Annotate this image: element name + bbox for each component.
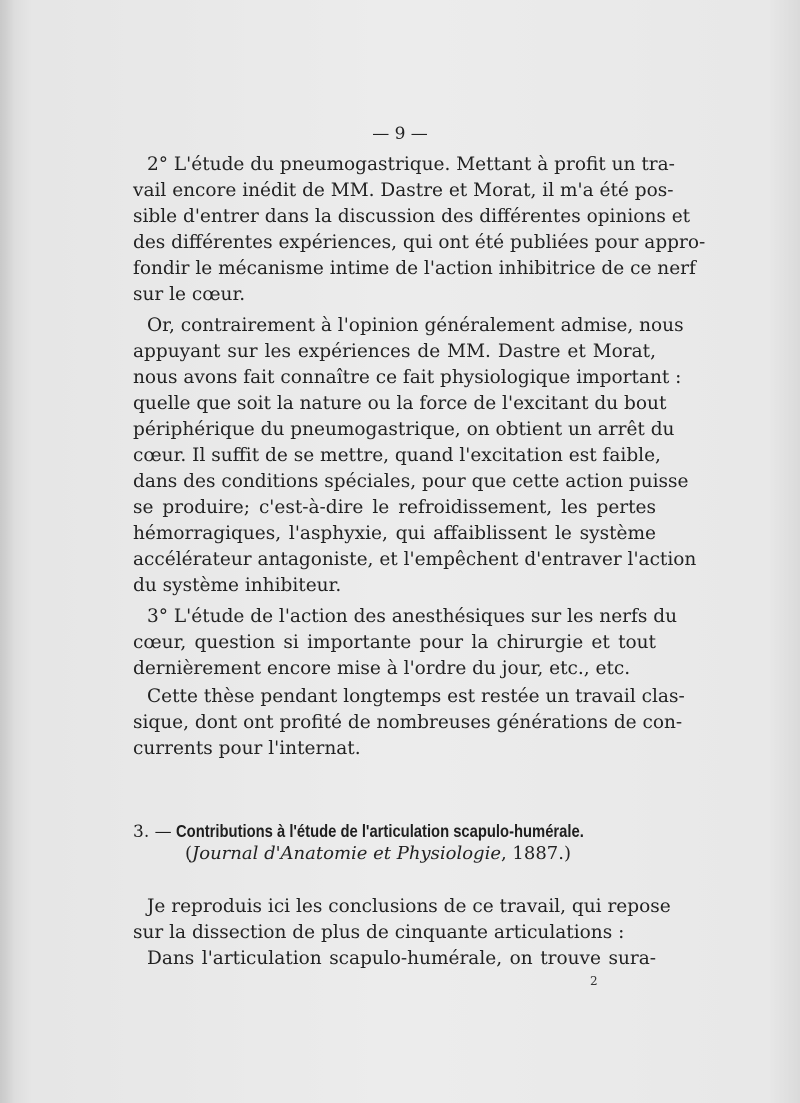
text-line: périphérique du pneumogastrique, on obtient un arrêt du: [133, 419, 675, 440]
page-edge-shadow: [0, 0, 14, 1103]
text-line: quelle que soit la nature ou la force de l'excitant du bout: [133, 393, 667, 414]
text-line: Dans l'articulation scapulo-humérale, on trouve sura-: [147, 948, 656, 969]
text-line: Je reproduis ici les conclusions de ce travail, qui repose: [147, 896, 671, 917]
section-title: Contributions à l'étude de l'articulation scapulo-humérale.: [176, 821, 584, 841]
page-number: — 9 —: [372, 124, 428, 144]
text-line: sur le cœur.: [133, 284, 246, 305]
text-line: fondir le mécanisme intime de l'action inhibitrice de ce nerf: [133, 258, 696, 279]
ref-rest: , 1887.): [500, 843, 571, 864]
text-line: sur la dissection de plus de cinquante articulations :: [133, 922, 625, 943]
text-line: Cette thèse pendant longtemps est restée un travail clas-: [147, 686, 685, 707]
text-line: cœur, question si importante pour la chirurgie et tout: [133, 632, 656, 653]
text-line: 3° L'étude de l'action des anesthésiques sur les nerfs du: [147, 606, 677, 627]
journal-reference: [185, 841, 571, 867]
text-line: nous avons fait connaître ce fait physiologique important :: [133, 367, 682, 388]
text-line: sique, dont ont profité de nombreuses générations de con-: [133, 712, 683, 733]
text-line: accélérateur antagoniste, et l'empêchent d'entraver l'action: [133, 549, 697, 570]
text-line: se produire; c'est-à-dire le refroidissement, les pertes: [133, 497, 656, 518]
text-line: sible d'entrer dans la discussion des différentes opinions et: [133, 206, 691, 227]
text-line: currents pour l'internat.: [133, 738, 361, 759]
text-line: dernièrement encore mise à l'ordre du jour, etc., etc.: [133, 658, 631, 679]
text-line: Or, contrairement à l'opinion généralement admise, nous: [147, 315, 684, 336]
text-line: 2° L'étude du pneumogastrique. Mettant à profit un tra-: [147, 154, 675, 175]
text-line: hémorragiques, l'asphyxie, qui affaiblissent le système: [133, 523, 656, 544]
text-line: dans des conditions spéciales, pour que cette action puisse: [133, 471, 689, 492]
ref-open: (: [185, 843, 193, 864]
text-line: cœur. Il suffit de se mettre, quand l'excitation est faible,: [133, 445, 661, 466]
text-line: vail encore inédit de MM. Dastre et Morat, il m'a été pos-: [133, 180, 674, 201]
text-line: appuyant sur les expériences de MM. Dastre et Morat,: [133, 341, 656, 362]
section-number: 3. —: [133, 822, 172, 842]
text-line: des différentes expériences, qui ont été publiées pour appro-: [133, 232, 706, 253]
text-line: du système inhibiteur.: [133, 575, 342, 596]
signature-mark: 2: [590, 974, 598, 988]
ref-journal: Journal d'Anatomie et Physiologie: [192, 843, 501, 864]
